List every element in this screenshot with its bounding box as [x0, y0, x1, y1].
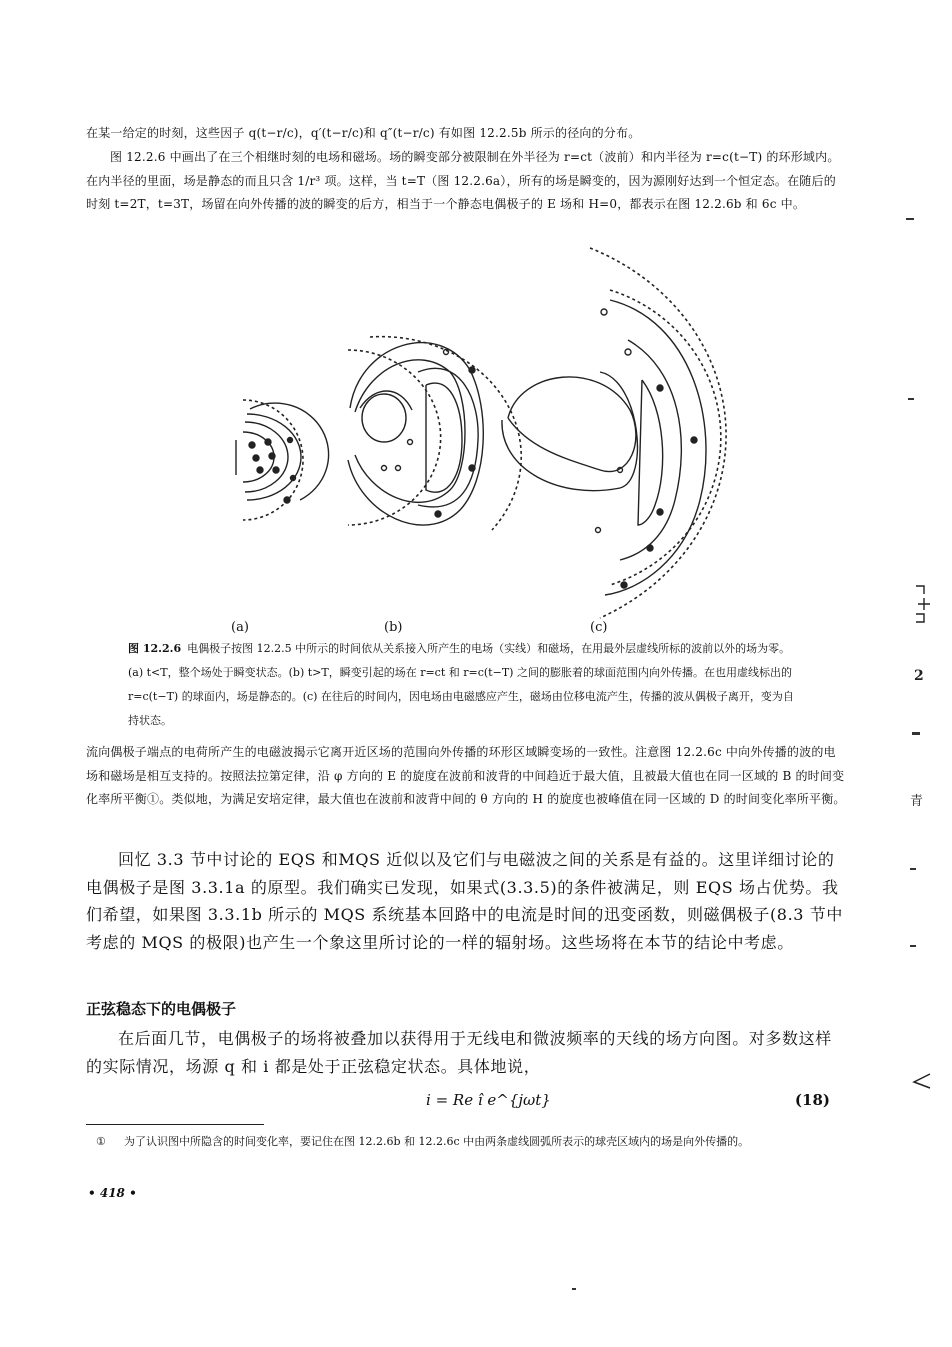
figure-label-a: (a) [231, 620, 249, 635]
margin-tick [908, 398, 914, 400]
figure-label-c: (c) [590, 620, 608, 635]
figure-dipole-fields [0, 0, 952, 640]
figure-caption-text: 电偶极子按图 12.2.5 中所示的时间依从关系接入所产生的电场（实线）和磁场，在用最外层虚线所标的波前以外的场为零。(a) t<T，整个场处于瞬变状态。(b) t>T，瞬变引起的场在 r=ct 和 r=c(t−T) 之间的膨胀着的球面范围内向外传播。在也用虚线标出的 r=c(t−T) 的球面内，场是静态的。(c) 在往后的时间内，因电场由电磁感应产生，磁场由位移电流产生，传播的波从偶极子离开，变为自持状态。 [128, 642, 794, 727]
paragraph-fig-description: 图 12.2.6 中画出了在三个相继时刻的电场和磁场。场的瞬变部分被限制在外半径为 r=ct（波前）和内半径为 r=c(t−T) 的环形域内。在内半径的里面，场是静态的而且只含 1/r³ 项。这样，当 t=T（图 12.2.6a），所有的场是瞬变的，因为源刚好达到一个恒定态。在随后的时刻 t=2T，t=3T，场留在向外传播的波的瞬变的后方，相当于一个静态电偶极子的 E 场和 H=0，都表示在图 12.2.6b 和 6c 中。 [86, 150, 840, 211]
footnote [86, 1130, 846, 1153]
paragraph-intro: 在某一给定的时刻，这些因子 q(t−r/c)，q′(t−r/c)和 q″(t−r/c) 有如图 12.2.5b 所示的径向的分布。 [86, 126, 641, 140]
paragraph-propagation: 流向偶极子端点的电荷所产生的电磁波揭示它离开近区场的范围向外传播的环形区域瞬变场的一致性。注意图 12.2.6c 中向外传播的波的电场和磁场是相互支持的。按照法拉第定律，沿 φ 方向的 E 的旋度在波前和波背的中间趋近于最大值，且被最大值也在同一区域的 B 的时间变化率所平衡①。类似地，为满足安培定律，最大值也在波前和波背中间的 θ 方向的 H 的旋度也被峰值在同一区域的 D 的时间变化率所平衡。 [86, 745, 846, 806]
figure-panel-c [502, 248, 726, 618]
margin-mark-number: 2 [914, 668, 924, 684]
paragraph-sinusoidal: 在后面几节，电偶极子的场将被叠加以获得用于无线电和微波频率的天线的场方向图。对多数这样的实际情况，场源 q 和 i 都是处于正弦稳定状态。具体地说， [86, 1029, 832, 1076]
margin-bracket-marks [910, 580, 934, 626]
figure-caption [128, 637, 800, 733]
equation-body: i = Re î e^{jωt} [426, 1091, 551, 1109]
figure-caption-label: 图 12.2.6 [128, 642, 182, 655]
figure-panel-b [348, 337, 521, 530]
margin-arrow-mark [908, 1068, 934, 1094]
margin-tick [910, 868, 916, 870]
scan-speck [572, 1288, 576, 1290]
margin-tick [912, 732, 920, 735]
figure-label-b: (b) [384, 620, 403, 635]
margin-mark-char: 青 [910, 794, 924, 809]
page-number: • 418 • [88, 1186, 137, 1200]
equation-number: (18) [794, 1091, 830, 1109]
section-heading: 正弦稳态下的电偶极子 [86, 1000, 237, 1018]
equation-18 [86, 1091, 830, 1115]
figure-panel-a [236, 400, 329, 520]
margin-tick [906, 218, 914, 220]
footnote-rule [86, 1124, 264, 1125]
margin-tick [910, 945, 916, 947]
footnote-text: 为了认识图中所隐含的时间变化率，要记住在图 12.2.6b 和 12.2.6c 中由两条虚线圆弧所表示的球壳区域内的场是向外传播的。 [124, 1135, 750, 1148]
footnote-mark: ① [96, 1135, 106, 1148]
paragraph-eqs-mqs: 回忆 3.3 节中讨论的 EQS 和MQS 近似以及它们与电磁波之间的关系是有益的。这里详细讨论的电偶极子是图 3.3.1a 的原型。我们确实已发现，如果式(3.3.5)的条件被满足，则 EQS 场占优势。我们希望，如果图 3.3.1b 所示的 MQS 系统基本回路中的电流是时间的迅变函数，则磁偶极子(8.3 节中考虑的 MQS 的极限)也产生一个象这里所讨论的一样的辐射场。这些场将在本节的结论中考虑。 [86, 850, 843, 952]
